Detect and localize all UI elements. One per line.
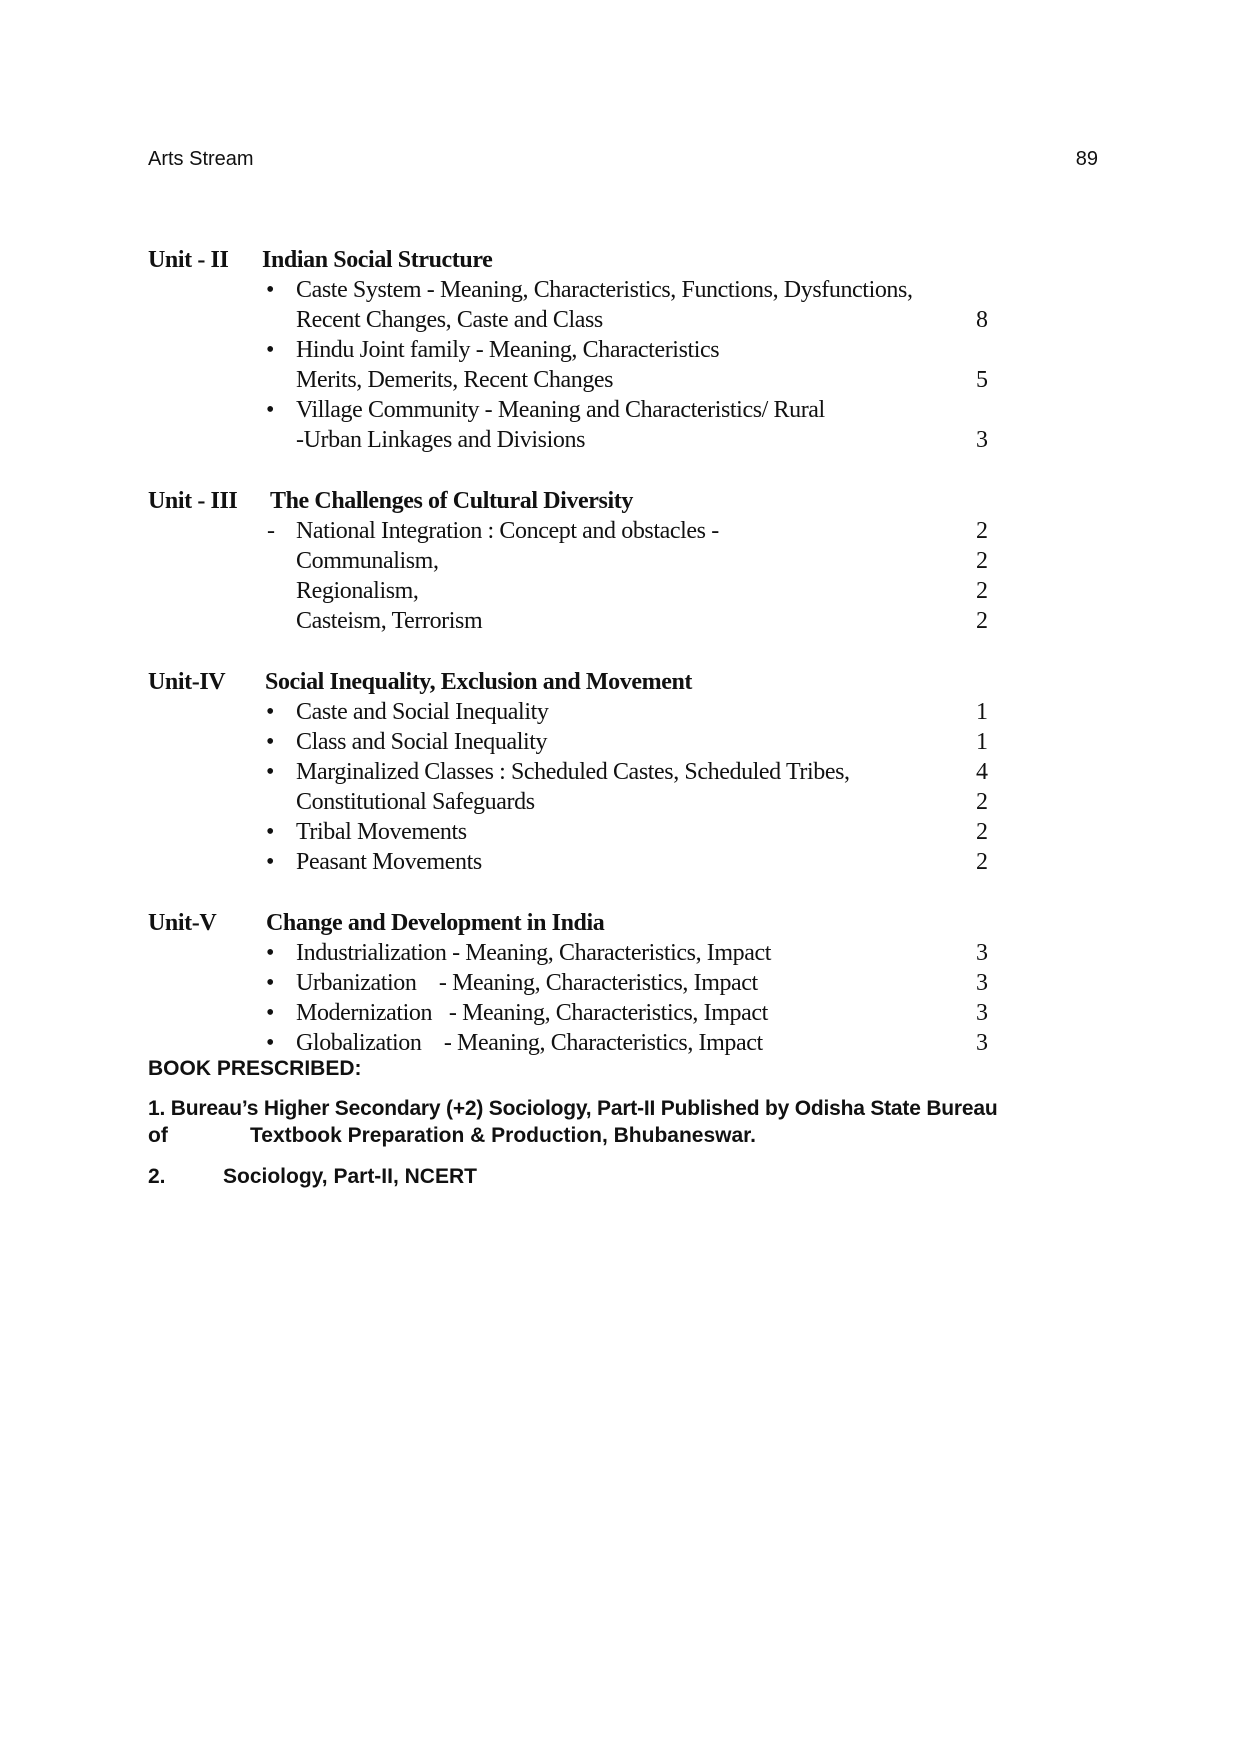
topic-text: -Urban Linkages and Divisions bbox=[296, 427, 586, 453]
topic-text: Casteism, Terrorism bbox=[296, 608, 483, 634]
topic-text: National Integration : Concept and obstacles - bbox=[296, 518, 719, 544]
bullet-marker: • bbox=[266, 1030, 275, 1056]
period-count: 2 bbox=[976, 578, 988, 604]
running-header: Arts Stream bbox=[148, 148, 254, 170]
topic-text: Marginalized Classes : Scheduled Castes, Scheduled Tribes, bbox=[296, 759, 850, 785]
topic-text: Peasant Movements bbox=[296, 849, 482, 875]
bullet-marker: • bbox=[266, 1000, 275, 1026]
page-number: 89 bbox=[1075, 148, 1098, 170]
topic-text: Recent Changes, Caste and Class bbox=[296, 307, 603, 333]
topic-text: Industrialization - Meaning, Characteristics, Impact bbox=[296, 940, 772, 966]
topic-text: Caste and Social Inequality bbox=[296, 699, 549, 725]
period-count: 3 bbox=[976, 970, 988, 996]
period-count: 3 bbox=[976, 940, 988, 966]
book-item-1-line-2: Textbook Preparation & Production, Bhubaneswar. bbox=[250, 1124, 757, 1147]
unit-title: The Challenges of Cultural Diversity bbox=[270, 488, 633, 514]
unit-label: Unit-V bbox=[148, 910, 217, 936]
book-item-1-line-1: 1. Bureau’s Higher Secondary (+2) Sociology, Part-II Published by Odisha State Bureau bbox=[148, 1097, 998, 1120]
bullet-marker: • bbox=[266, 729, 275, 755]
topic-text: Urbanization - Meaning, Characteristics, Impact bbox=[296, 970, 758, 996]
unit-label: Unit - II bbox=[148, 247, 229, 273]
books-heading: BOOK PRESCRIBED: bbox=[148, 1057, 362, 1080]
period-count: 2 bbox=[976, 849, 988, 875]
topic-text: Modernization - Meaning, Characteristics, Impact bbox=[296, 1000, 768, 1026]
period-count: 3 bbox=[976, 1000, 988, 1026]
topic-text: Tribal Movements bbox=[296, 819, 467, 845]
topic-text: Communalism, bbox=[296, 548, 439, 574]
unit-label: Unit - III bbox=[148, 488, 238, 514]
period-count: 3 bbox=[976, 1030, 988, 1056]
period-count: 1 bbox=[976, 699, 988, 725]
period-count: 2 bbox=[976, 518, 988, 544]
topic-text: Regionalism, bbox=[296, 578, 419, 604]
period-count: 2 bbox=[976, 608, 988, 634]
topic-text: Globalization - Meaning, Characteristics, Impact bbox=[296, 1030, 763, 1056]
period-count: 1 bbox=[976, 729, 988, 755]
unit-label: Unit-IV bbox=[148, 669, 226, 695]
topic-text: Hindu Joint family - Meaning, Characteristics bbox=[296, 337, 720, 363]
dash-marker: - bbox=[267, 518, 275, 544]
bullet-marker: • bbox=[266, 277, 275, 303]
unit-title: Change and Development in India bbox=[266, 910, 605, 936]
period-count: 2 bbox=[976, 819, 988, 845]
bullet-marker: • bbox=[266, 699, 275, 725]
topic-text: Constitutional Safeguards bbox=[296, 789, 535, 815]
period-count: 2 bbox=[976, 789, 988, 815]
bullet-marker: • bbox=[266, 940, 275, 966]
period-count: 5 bbox=[976, 367, 988, 393]
book-item-2-text: Sociology, Part-II, NCERT bbox=[223, 1165, 477, 1188]
bullet-marker: • bbox=[266, 849, 275, 875]
book-item-1-of: of bbox=[148, 1124, 168, 1147]
topic-text: Class and Social Inequality bbox=[296, 729, 548, 755]
bullet-marker: • bbox=[266, 970, 275, 996]
period-count: 2 bbox=[976, 548, 988, 574]
bullet-marker: • bbox=[266, 397, 275, 423]
bullet-marker: • bbox=[266, 819, 275, 845]
period-count: 3 bbox=[976, 427, 988, 453]
topic-text: Merits, Demerits, Recent Changes bbox=[296, 367, 614, 393]
bullet-marker: • bbox=[266, 759, 275, 785]
book-item-2-number: 2. bbox=[148, 1165, 166, 1188]
unit-title: Indian Social Structure bbox=[262, 247, 493, 273]
unit-title: Social Inequality, Exclusion and Movement bbox=[265, 669, 692, 695]
topic-text: Caste System - Meaning, Characteristics, Functions, Dysfunctions, bbox=[296, 277, 913, 303]
period-count: 4 bbox=[976, 759, 988, 785]
topic-text: Village Community - Meaning and Characteristics/ Rural bbox=[296, 397, 825, 423]
period-count: 8 bbox=[976, 307, 988, 333]
bullet-marker: • bbox=[266, 337, 275, 363]
